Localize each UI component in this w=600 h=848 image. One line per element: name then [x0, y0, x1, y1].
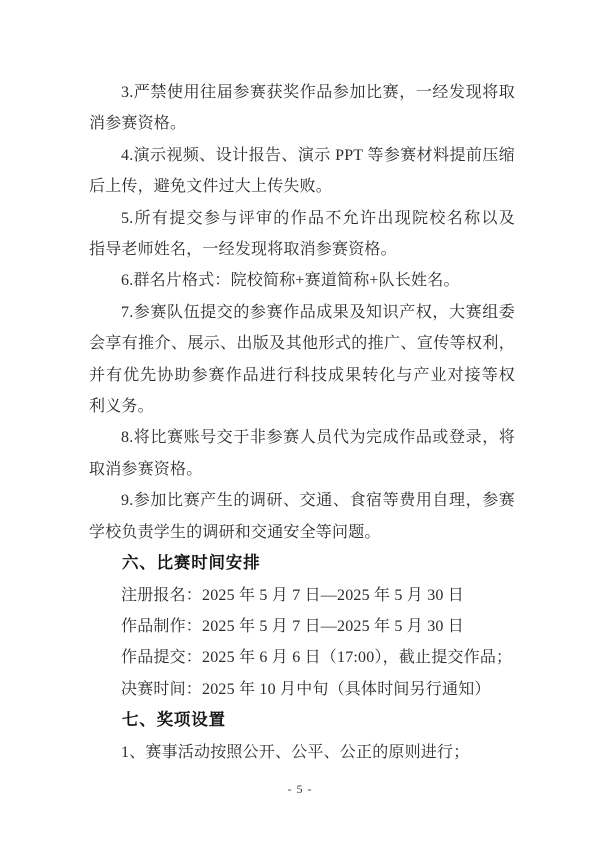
paragraph [89, 485, 515, 548]
text-line: 6.群名片格式：院校简称+赛道简称+队长姓名。 [121, 272, 460, 290]
text-line: 9.参加比赛产生的调研、交通、食宿等费用自理，参赛 [121, 492, 515, 510]
document-body [89, 77, 515, 768]
text-line: 会享有推介、展示、出版及其他形式的推广、宣传等权利， [89, 335, 515, 353]
text-line: 取消参赛资格。 [89, 460, 203, 478]
text-line: 5.所有提交参与评审的作品不允许出现院校名称以及 [121, 209, 515, 227]
section-heading [89, 548, 515, 579]
paragraph [89, 580, 515, 611]
paragraph [89, 422, 515, 485]
text-line: 7.参赛队伍提交的参赛作品成果及知识产权，大赛组委 [121, 303, 515, 321]
paragraph [89, 642, 515, 673]
paragraph [89, 297, 515, 423]
text-line: 六、比赛时间安排 [122, 554, 261, 573]
paragraph [89, 611, 515, 642]
paragraph [89, 140, 515, 203]
text-line: 作品制作：2025 年 5 月 7 日—2025 年 5 月 30 日 [121, 617, 465, 635]
text-line: 学校负责学生的调研和交通安全等问题。 [89, 523, 381, 541]
paragraph [89, 265, 515, 296]
text-line: 1、赛事活动按照公开、公平、公正的原则进行； [121, 743, 470, 761]
page-number: - 5 - [287, 782, 313, 796]
text-line: 后上传，避免文件过大上传失败。 [89, 178, 333, 196]
text-line: 8.将比赛账号交于非参赛人员代为完成作品或登录，将 [121, 429, 515, 447]
text-line: 指导老师姓名，一经发现将取消参赛资格。 [89, 241, 397, 259]
text-line: 并有优先协助参赛作品进行科技成果转化与产业对接等权 [89, 366, 515, 384]
text-line: 利义务。 [89, 398, 154, 416]
text-line: 3.严禁使用往届参赛获奖作品参加比赛，一经发现将取 [121, 84, 515, 101]
section-heading [89, 705, 515, 736]
paragraph [89, 737, 515, 768]
paragraph [89, 203, 515, 266]
text-line: 消参赛资格。 [89, 115, 187, 133]
paragraph [89, 674, 515, 705]
text-line: 作品提交：2025 年 6 月 6 日（17:00），截止提交作品； [121, 649, 513, 667]
text-line: 七、奖项设置 [122, 711, 226, 730]
paragraph [89, 77, 515, 140]
text-line: 注册报名：2025 年 5 月 7 日—2025 年 5 月 30 日 [121, 586, 465, 604]
text-line: 决赛时间：2025 年 10 月中旬（具体时间另行通知） [121, 680, 491, 698]
text-line: 4.演示视频、设计报告、演示 PPT 等参赛材料提前压缩 [121, 146, 515, 164]
